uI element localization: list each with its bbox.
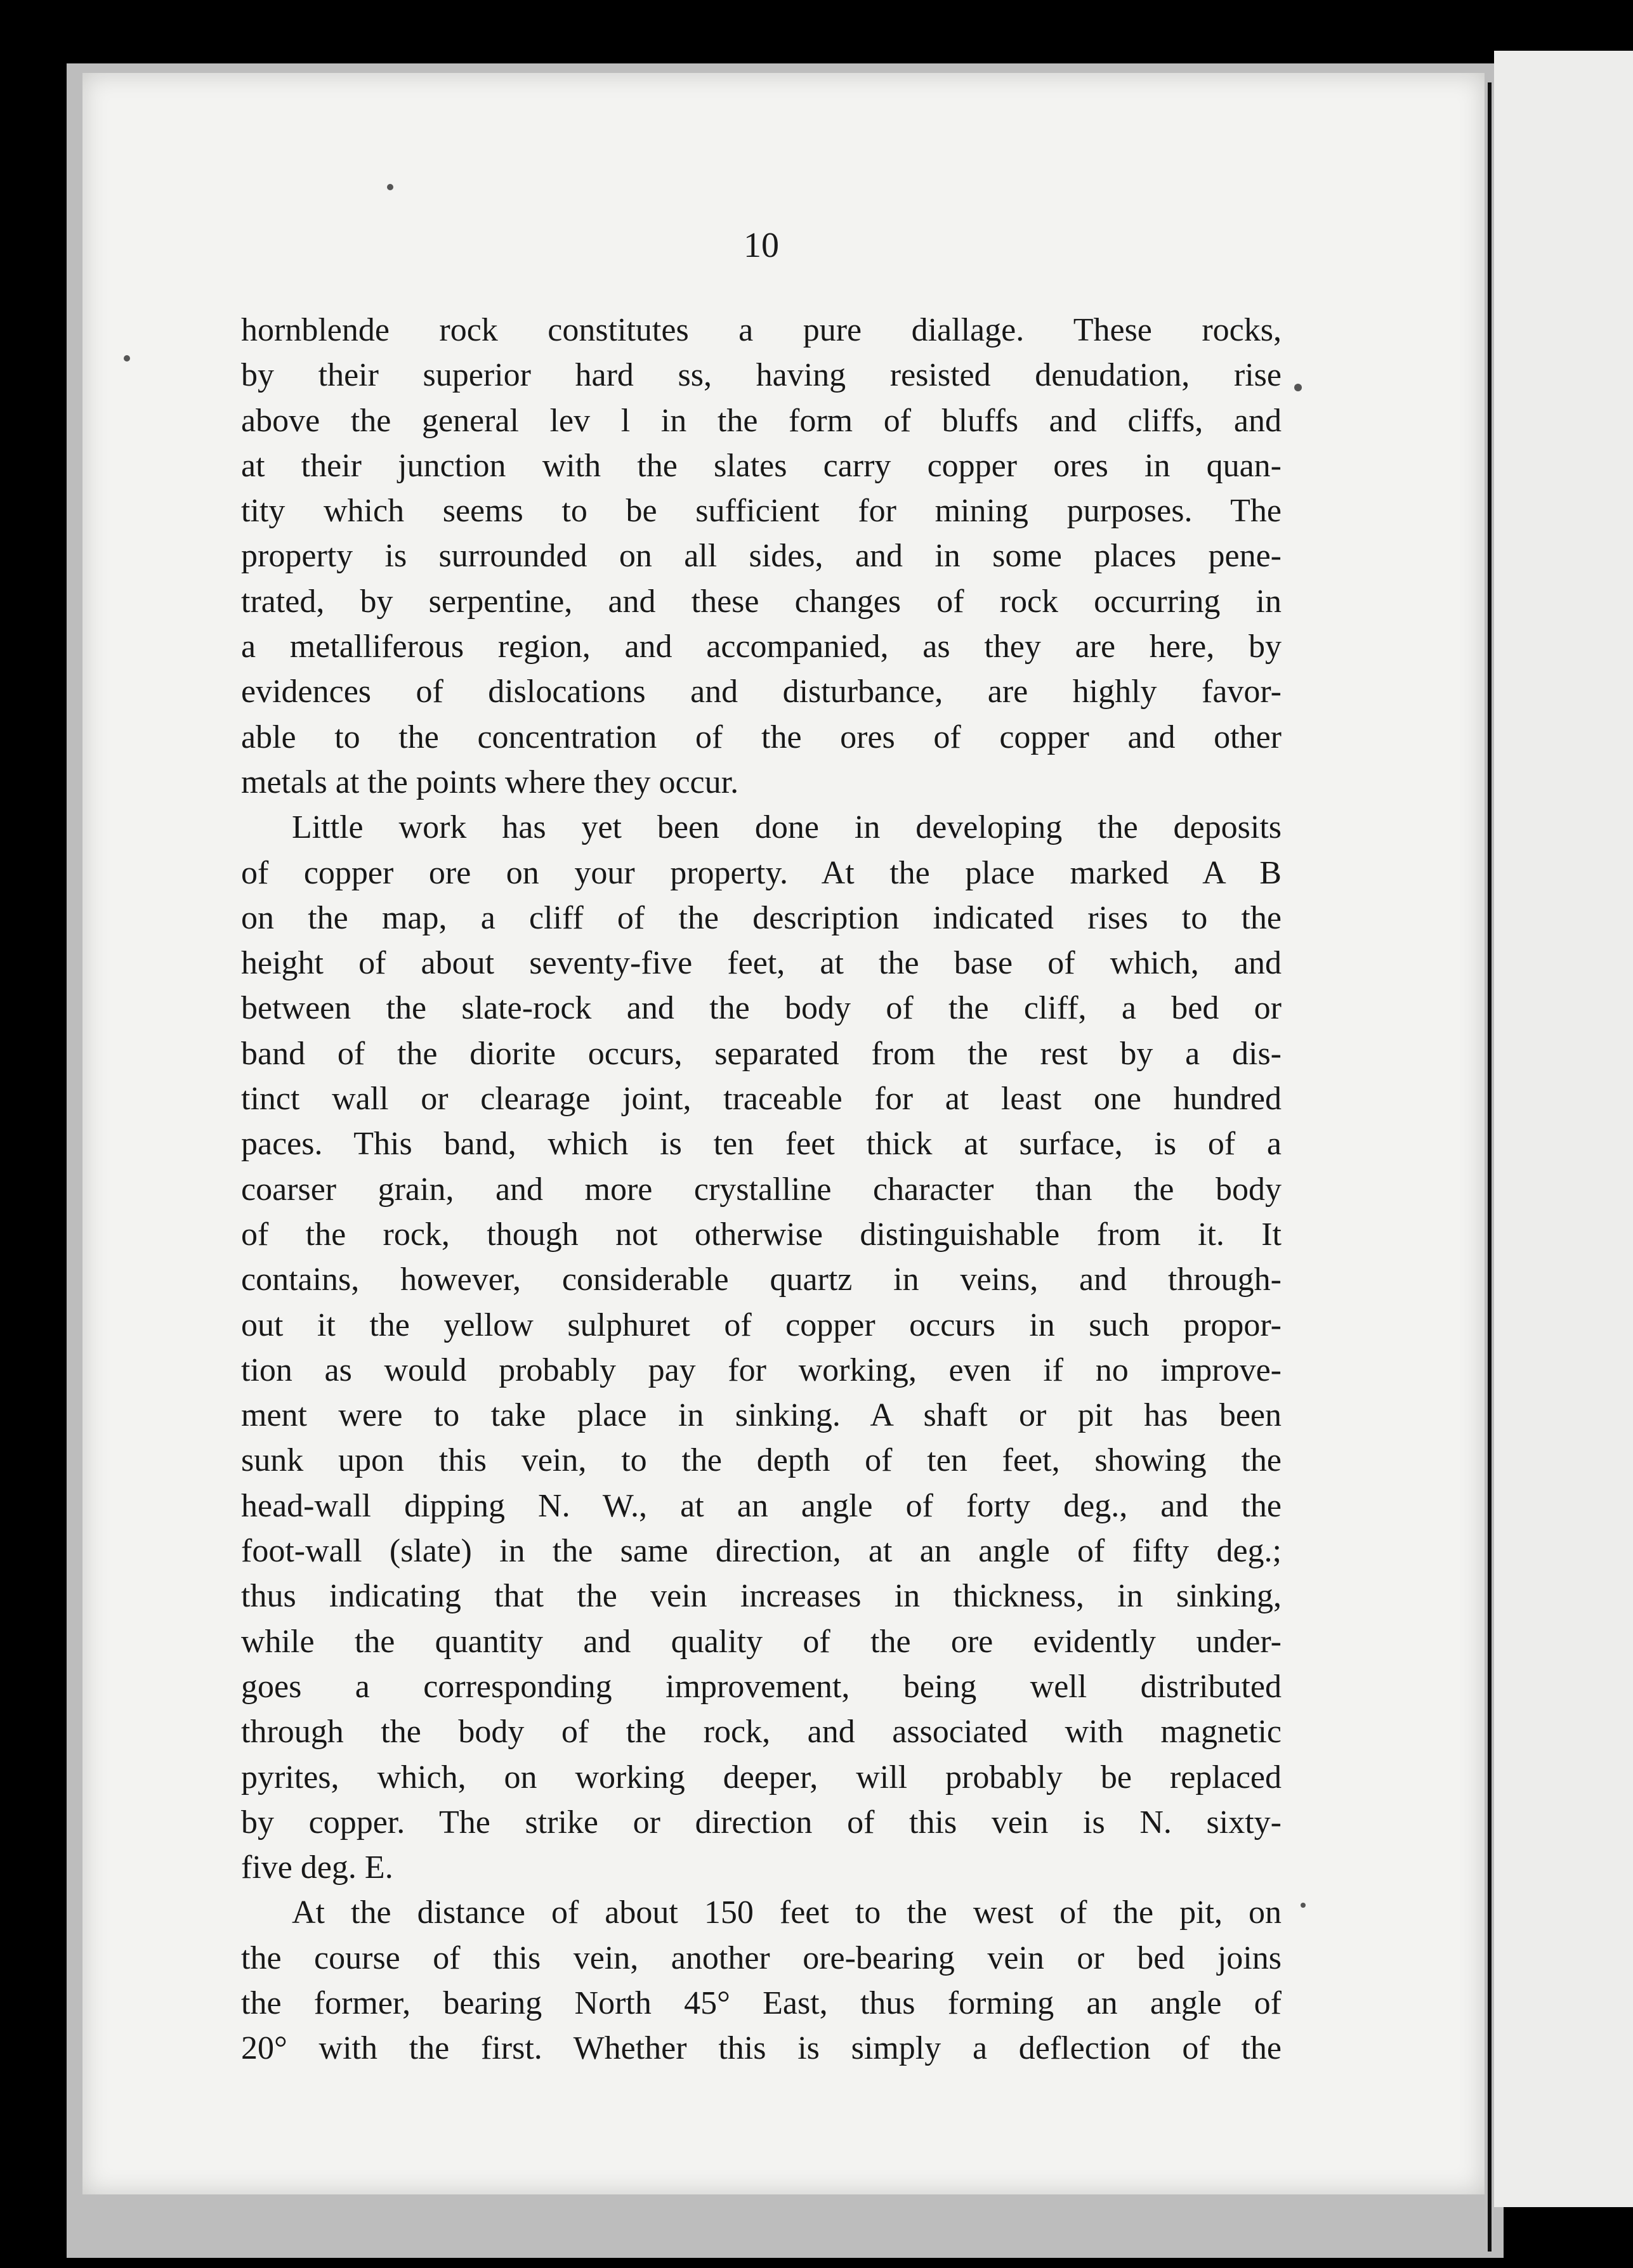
text-line: by copper. The strike or direction of this vein is N. sixty-	[241, 1804, 1282, 1841]
text-line: property is surrounded on all sides, and in some places pene-	[241, 538, 1282, 575]
text-line: goes a corresponding improvement, being well distributed	[241, 1668, 1282, 1705]
binding-gutter	[1488, 82, 1492, 2252]
text-line: hornblende rock constitutes a pure diallage. These rocks,	[241, 312, 1282, 348]
text-line: five deg. E.	[241, 1849, 393, 1886]
text-line: pyrites, which, on working deeper, will probably be replaced	[241, 1759, 1282, 1796]
text-line: able to the concentration of the ores of copper and other	[241, 719, 1282, 755]
page-number: 10	[744, 226, 779, 265]
text-line: between the slate-rock and the body of the cliff, a bed or	[241, 990, 1282, 1027]
text-line: height of about seventy-five feet, at the base of which, and	[241, 945, 1282, 982]
text-line: the course of this vein, another ore-bearing vein or bed joins	[241, 1939, 1282, 1976]
paper-speck	[1301, 1903, 1306, 1908]
text-line: paces. This band, which is ten feet thick at surface, is of a	[241, 1126, 1282, 1163]
paper-speck	[1294, 384, 1302, 391]
text-line: tity which seems to be sufficient for mining purposes. The	[241, 493, 1282, 530]
text-line: metals at the points where they occur.	[241, 764, 739, 800]
text-line: band of the diorite occurs, separated from the rest by a dis-	[241, 1035, 1282, 1072]
text-line: while the quantity and quality of the ore evidently under-	[241, 1623, 1282, 1660]
text-line: of copper ore on your property. At the place marked A B	[241, 854, 1282, 891]
text-line: tinct wall or clearage joint, traceable for at least one hundred	[241, 1081, 1282, 1118]
text-line: tion as would probably pay for working, even if no improve-	[241, 1352, 1282, 1388]
body-text	[241, 308, 1282, 2071]
text-line: evidences of dislocations and disturbance, are highly favor-	[241, 674, 1282, 710]
text-line: foot-wall (slate) in the same direction, at an angle of fifty deg.;	[241, 1533, 1282, 1570]
text-line: through the body of the rock, and associated with magnetic	[241, 1714, 1282, 1750]
text-line: trated, by serpentine, and these changes of rock occurring in	[241, 583, 1282, 620]
text-line: the former, bearing North 45° East, thus forming an angle of	[241, 1984, 1282, 2021]
text-line: thus indicating that the vein increases in thickness, in sinking,	[241, 1578, 1282, 1615]
paper-speck	[387, 184, 393, 190]
text-line: ment were to take place in sinking. A shaft or pit has been	[241, 1397, 1282, 1434]
text-line: Little work has yet been done in developing the deposits	[292, 809, 1282, 846]
facing-page-edge	[1494, 51, 1633, 2207]
paper-speck	[124, 355, 130, 362]
text-line: of the rock, though not otherwise distinguishable from it. It	[241, 1216, 1282, 1253]
text-line: out it the yellow sulphuret of copper occurs in such propor-	[241, 1307, 1282, 1343]
text-line: a metalliferous region, and accompanied, as they are here, by	[241, 629, 1282, 665]
text-line: head-wall dipping N. W., at an angle of forty deg., and the	[241, 1487, 1282, 1524]
text-line: by their superior hard ss, having resisted denudation, rise	[241, 357, 1282, 394]
text-line: At the distance of about 150 feet to the west of the pit, on	[292, 1894, 1282, 1931]
text-line: contains, however, considerable quartz in veins, and through-	[241, 1261, 1282, 1298]
text-line: coarser grain, and more crystalline character than the body	[241, 1171, 1282, 1208]
text-line: at their junction with the slates carry copper ores in quan-	[241, 447, 1282, 484]
text-line: 20° with the first. Whether this is simply a deflection of the	[241, 2030, 1282, 2067]
text-line: sunk upon this vein, to the depth of ten feet, showing the	[241, 1442, 1282, 1479]
text-line: on the map, a cliff of the description indicated rises to the	[241, 899, 1282, 936]
text-line: above the general lev l in the form of bluffs and cliffs, and	[241, 402, 1282, 439]
